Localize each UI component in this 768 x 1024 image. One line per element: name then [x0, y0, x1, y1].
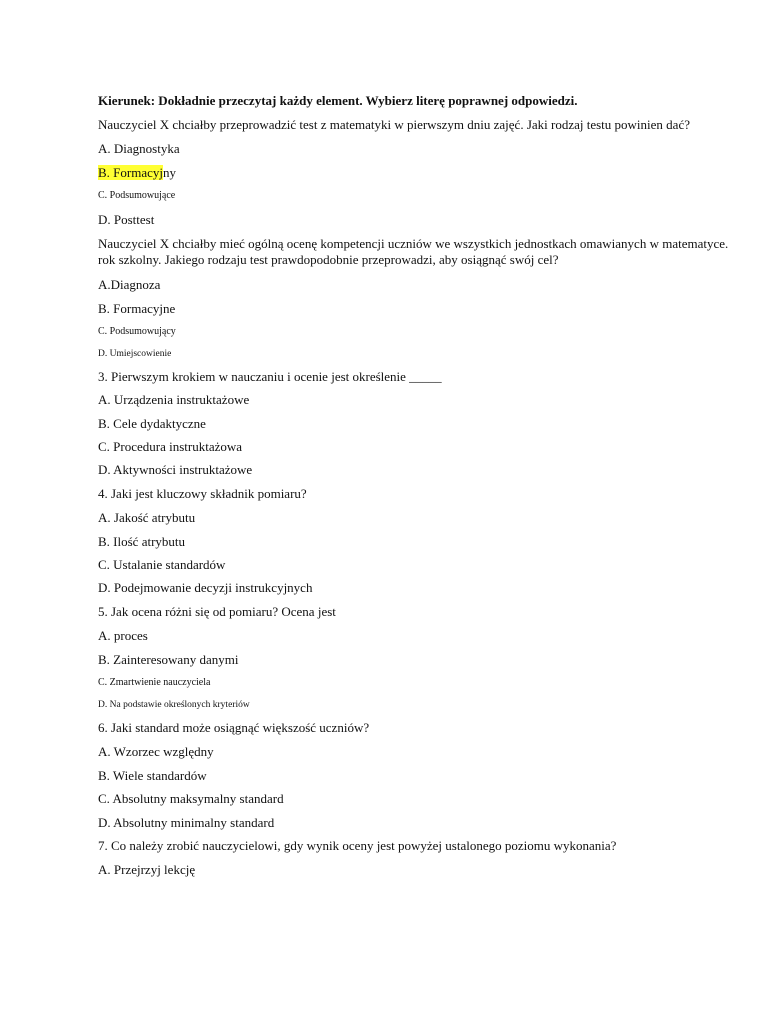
question-2-option-b: B. Formacyjne — [98, 301, 176, 316]
question-5-option-c: C. Zmartwienie nauczyciela — [98, 677, 211, 688]
question-6-option-c: C. Absolutny maksymalny standard — [98, 791, 284, 806]
question-2-text-line-2: rok szkolny. Jakiego rodzaju test prawdopodobnie przeprowadzi, aby osiągnąć swój cel? — [98, 252, 559, 267]
question-5-option-a: A. proces — [98, 628, 148, 643]
directions-heading: Kierunek: Dokładnie przeczytaj każdy element. Wybierz literę poprawnej odpowiedzi. — [98, 93, 578, 108]
question-2-text-line-1: Nauczyciel X chciałby mieć ogólną ocenę kompetencji uczniów we wszystkich jednostkach omawianych w matematyce. — [98, 236, 729, 251]
question-2-option-d: D. Umiejscowienie — [98, 349, 172, 359]
question-1-option-d: D. Posttest — [98, 212, 155, 227]
question-7-text: 7. Co należy zrobić nauczycielowi, gdy wynik oceny jest powyżej ustalonego poziomu wykonania? — [98, 838, 617, 853]
question-3-option-c: C. Procedura instruktażowa — [98, 439, 243, 454]
question-2-option-a: A.Diagnoza — [98, 277, 161, 292]
question-5-option-d: D. Na podstawie określonych kryteriów — [98, 700, 250, 710]
question-6-text: 6. Jaki standard może osiągnąć większość uczniów? — [98, 720, 370, 735]
document-page — [98, 93, 738, 878]
question-4-option-d: D. Podejmowanie decyzji instrukcyjnych — [98, 580, 313, 595]
question-1-option-a: A. Diagnostyka — [98, 141, 180, 156]
question-3-text: 3. Pierwszym krokiem w nauczaniu i ocenie jest określenie _____ — [98, 369, 442, 384]
question-7-option-a: A. Przejrzyj lekcję — [98, 862, 196, 877]
question-4-option-c: C. Ustalanie standardów — [98, 557, 226, 572]
question-4-option-a: A. Jakość atrybutu — [98, 510, 196, 525]
question-1-option-c: C. Podsumowujące — [98, 190, 176, 201]
question-3-option-b: B. Cele dydaktyczne — [98, 416, 206, 431]
question-3-option-d: D. Aktywności instruktażowe — [98, 462, 253, 477]
question-1-text: Nauczyciel X chciałby przeprowadzić test z matematyki w pierwszym dniu zajęć. Jaki rodzaj testu powinien dać? — [98, 117, 690, 132]
question-6-option-d: D. Absolutny minimalny standard — [98, 815, 275, 830]
question-3-option-a: A. Urządzenia instruktażowe — [98, 392, 250, 407]
question-4-option-b: B. Ilość atrybutu — [98, 534, 186, 549]
question-1-option-b-rest: ny — [163, 165, 176, 180]
question-6-option-a: A. Wzorzec względny — [98, 744, 214, 759]
highlighted-answer: B. Formacyj — [98, 165, 163, 180]
question-5-option-b: B. Zainteresowany danymi — [98, 652, 239, 667]
question-5-text: 5. Jak ocena różni się od pomiaru? Ocena jest — [98, 604, 336, 619]
question-2-option-c: C. Podsumowujący — [98, 326, 176, 337]
question-1-option-b — [98, 165, 738, 181]
question-6-option-b: B. Wiele standardów — [98, 768, 207, 783]
question-4-text: 4. Jaki jest kluczowy składnik pomiaru? — [98, 486, 307, 501]
